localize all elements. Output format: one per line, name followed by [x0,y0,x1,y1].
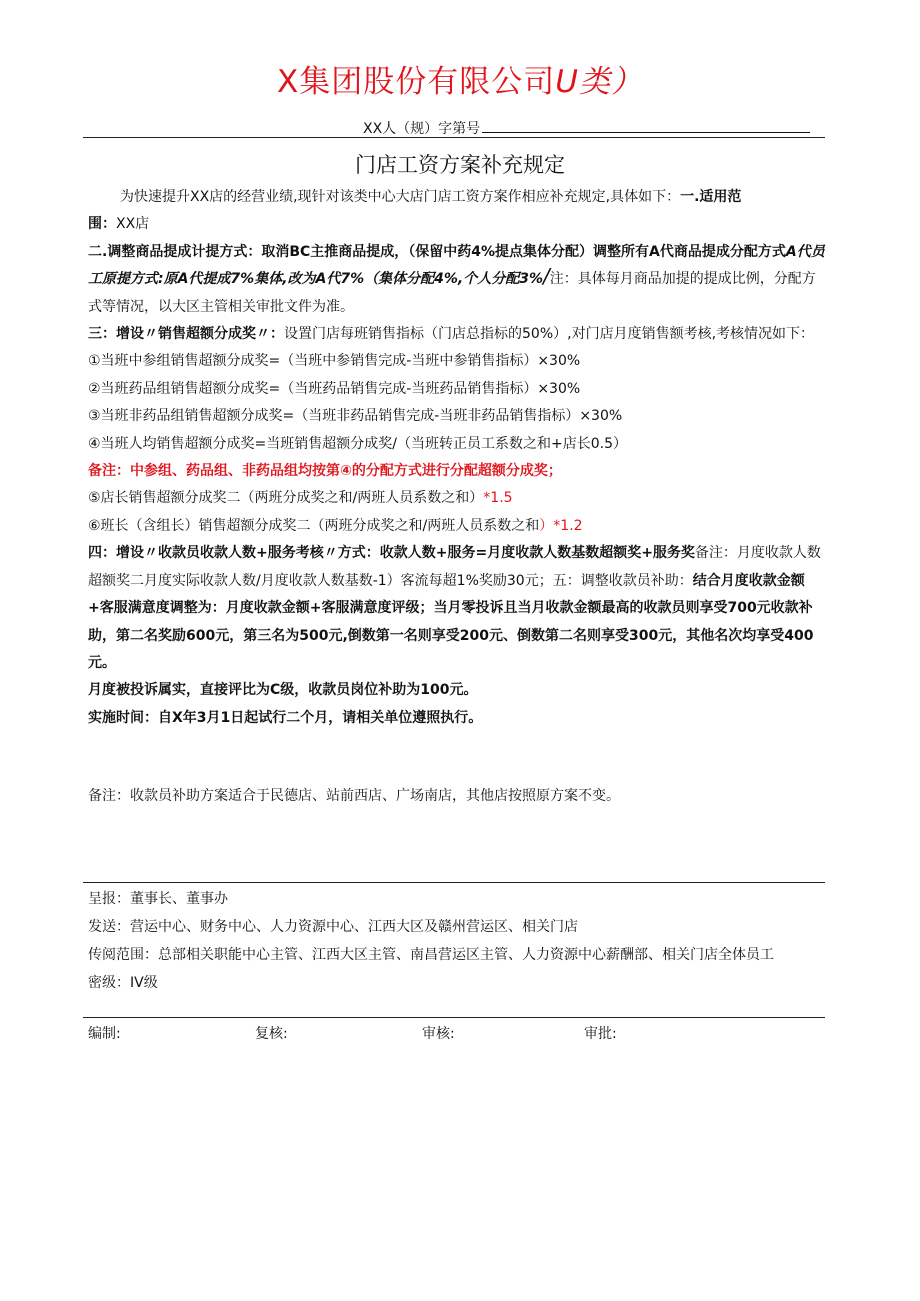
doc-number-label: XX人（规）字第号 [363,121,481,137]
list-item-6 [88,513,825,540]
section-4 [88,540,825,677]
bottom-note: 备注：收款员补助方案适合于民德店、站前西店、广场南店，其他店按照原方案不变。 [88,788,620,804]
list-item-2: ②当班药品组销售超额分成奖=（当班药品销售完成-当班药品销售指标）×30% [88,380,581,397]
list-item-5-factor: *1.5 [483,490,513,507]
section-2-bold-b: A代员工原提方式:原A代提成7%集体,改为A代7%（集体分配4%,个人分配3% [88,243,825,288]
doc-title: 门店工资方案补充规定 [355,153,565,177]
remark-red: 备注：中参组、药品组、非药品组均按第④的分配方式进行分配超额分成奖； [88,463,562,480]
complaint-rule: 月度被投诉属实，直接评比为C级，收款员岗位补助为100元。 [88,682,478,699]
section-2-bold-a: 二.调整商品提成计提方式：取消BC主推商品提成，（保留中药4%提点集体分配）调整所有A代商品提成分配方式 [88,243,786,260]
section-2-mark: / [542,264,550,289]
list-item-6-text: ⑥班长（含组长）销售超额分成奖二（两班分成奖之和/两班人员系数之和 [88,517,540,534]
org-title [0,62,920,102]
distribution-top-divider [83,882,825,883]
send-to: 发送：营运中心、财务中心、人力资源中心、江西大区及赣州营运区、相关门店 [88,919,578,935]
section-2-note: 注：具体每月商品加提的提成比例，分配方式等情况，以大区主管相关审批文件为准。 [88,271,816,315]
list-item-5-text: ⑤店长销售超额分成奖二（两班分成奖之和/两班人员系数之和） [88,490,484,507]
scope-label-a: 一.适用范 [680,189,742,205]
section-4-bold: 四：增设〃收款员收款人数+服务考核〃方式：收款人数+服务=月度收款人数基数超额奖+服务奖 [88,545,695,562]
section-5-bold: 结合月度收款金额+客服满意度调整为：月度收款金额+客服满意度评级；当月零投诉且当月收款金额最高的收款员则享受700元收款补助，第二名奖励600元，第三名为500元,倒数第一名则享受200元、倒数第二名则享受300元，其他名次均享受400元。 [88,572,814,671]
circulate-scope: 传阅范围：总部相关职能中心主管、江西大区主管、南昌营运区主管、人力资源中心薪酬部、相关门店全体员工 [88,947,774,963]
secrecy-level: 密级：IV级 [88,975,158,991]
section-3-text: 设置门店每班销售指标（门店总指标的50%）,对门店月度销售额考核,考核情况如下： [284,326,815,343]
intro-paragraph [88,184,825,211]
list-item-4: ④当班人均销售超额分成奖=当班销售超额分成奖/（当班转正员工系数之和+店长0.5） [88,435,627,452]
scope-text: XX店 [116,216,150,233]
doc-body [88,184,825,732]
intro-text: 为快速提升XX店的经营业绩,现针对该类中心大店门店工资方案作相应补充规定,具体如下： [120,189,681,205]
list-item-6-factor: ）*1.2 [539,517,583,534]
distribution-bottom-divider [83,1017,825,1018]
audited-by-label: 审核: [422,1026,455,1042]
section-2 [88,239,825,321]
list-item-1: ①当班中参组销售超额分成奖=（当班中参销售完成-当班中参销售指标）×30% [88,353,581,370]
doc-number-blank [482,118,810,133]
prepared-by-label: 编制: [88,1026,121,1042]
scope-line [88,211,825,238]
effective-date: 实施时间：自X年3月1日起试行二个月，请相关单位遵照执行。 [88,709,483,726]
approved-by-label: 审批: [584,1026,617,1042]
org-title-text: X集团股份有限公司 [277,64,556,100]
section-4-text: 备注：月度收款人数超额奖二月度实际收款人数/月度收款人数基数-1）客流每超1%奖励30元；五：调整收款员补助： [88,545,821,589]
list-item-3: ③当班非药品组销售超额分成奖=（当班非药品销售完成-当班非药品销售指标）×30% [88,408,623,425]
reviewed-by-label: 复核: [255,1026,288,1042]
section-3-bold: 三：增设〃销售超额分成奖〃： [88,326,284,343]
section-3 [88,321,825,348]
distribution-block [88,885,825,997]
scope-label-b: 围： [88,216,116,233]
report-to: 呈报：董事长、董事办 [88,891,228,907]
org-title-mark: U类） [555,64,643,100]
doc-number [363,118,810,139]
list-item-5 [88,485,825,512]
header-divider [83,137,825,138]
